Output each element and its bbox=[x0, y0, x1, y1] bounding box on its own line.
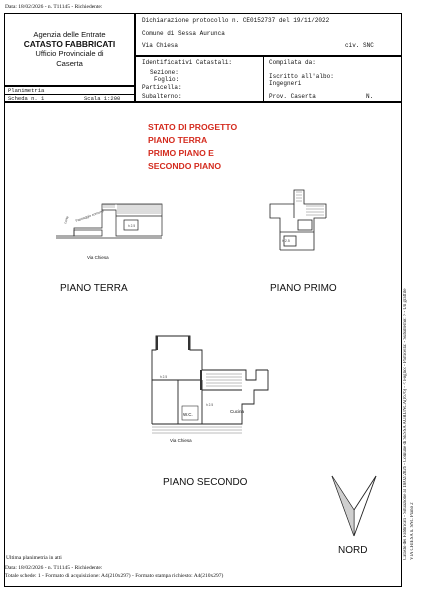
scheda-number: Scheda n. 1 bbox=[8, 95, 45, 102]
svg-text:corte: corte bbox=[63, 215, 70, 225]
agency-province: Caserta bbox=[56, 58, 83, 68]
footer-format-line: Totale schede: 1 - Formato di acquisizione: A4(210x297) - Formato stampa richiesto: A4(210x297) bbox=[5, 573, 224, 579]
svg-text:h 2.5: h 2.5 bbox=[128, 224, 136, 228]
protocol-civico: civ. SNC bbox=[345, 42, 374, 49]
compiled-number: N. bbox=[366, 93, 374, 100]
identifiers-foglio: Foglio: bbox=[154, 76, 180, 83]
second-floor-kitchen: Cucina bbox=[230, 409, 245, 414]
identifiers-divider bbox=[263, 56, 264, 102]
ground-floor-street-label: Via Chiesa bbox=[87, 255, 109, 260]
second-floor-plan bbox=[146, 330, 276, 440]
scheda-scale: Scala 1:200 bbox=[84, 95, 121, 102]
north-arrow-icon bbox=[326, 470, 382, 542]
agency-catasto: CATASTO FABBRICATI bbox=[23, 38, 116, 49]
compiled-ingegneri: Ingegneri bbox=[269, 80, 302, 87]
second-floor-title: PIANO SECONDO bbox=[163, 477, 248, 488]
svg-text:Passaggio comune: Passaggio comune bbox=[74, 208, 105, 223]
project-state-text bbox=[148, 121, 237, 173]
drawing-area-top bbox=[4, 102, 402, 103]
footer-request-line: Data: 18/02/2026 - n. T11145 - Richiedente: bbox=[5, 565, 103, 571]
side-caption: Catasto dei Fabbricati - Situazione al 18/02/2026 - Comune di SESSA AURUNCA(I676) - < Foglio: - Particella: - Subalterno: > - Un graffite bbox=[403, 288, 408, 560]
compiled-province: Prov. Caserta bbox=[269, 93, 316, 100]
header-request-line: Data: 18/02/2026 - n. T11145 - Richiedente: bbox=[5, 4, 103, 10]
agency-block bbox=[4, 30, 135, 68]
stato-line1: STATO DI PROGETTO bbox=[148, 122, 238, 132]
agency-name: Agenzia delle Entrate bbox=[33, 30, 106, 39]
stato-line3: PRIMO PIANO E bbox=[148, 148, 214, 158]
north-label: NORD bbox=[338, 545, 368, 556]
compiled-title: Compilata da: bbox=[269, 59, 316, 66]
svg-text:h 2.5: h 2.5 bbox=[282, 239, 290, 243]
protocol-comune: Comune di Sessa Aurunca bbox=[142, 30, 225, 37]
svg-text:h 2.5: h 2.5 bbox=[206, 403, 214, 407]
ground-floor-plan bbox=[54, 196, 164, 246]
footer-last-plan: Ultima planimetria in atti bbox=[6, 555, 62, 561]
ground-floor-title: PIANO TERRA bbox=[60, 283, 128, 294]
first-floor-plan bbox=[240, 184, 330, 254]
identifiers-sezione: Sezione: bbox=[150, 69, 179, 76]
agency-office: Ufficio Provinciale di bbox=[35, 49, 104, 58]
side-caption-address: VIA CHIESA n. SNC Piano 2 bbox=[410, 502, 415, 560]
protocol-via: Via Chiesa bbox=[142, 42, 179, 49]
identifiers-title: Identificativi Catastali: bbox=[142, 59, 233, 66]
stato-line2: PIANO TERRA bbox=[148, 135, 208, 145]
scheda-planimetria: Planimetria bbox=[8, 87, 45, 94]
second-floor-wc: W.C. bbox=[183, 412, 193, 417]
identifiers-particella: Particella: bbox=[142, 84, 182, 91]
second-floor-street-label: Via Chiesa bbox=[170, 438, 192, 443]
identifiers-subalterno: Subalterno: bbox=[142, 93, 182, 100]
svg-text:h 2.5: h 2.5 bbox=[160, 375, 168, 379]
compiled-iscritto: Iscritto all'albo: bbox=[269, 73, 334, 80]
stato-line4: SECONDO PIANO bbox=[148, 161, 222, 171]
protocol-declaration: Dichiarazione protocollo n. CE0152737 del 19/11/2022 bbox=[142, 17, 330, 24]
first-floor-title: PIANO PRIMO bbox=[270, 283, 337, 294]
